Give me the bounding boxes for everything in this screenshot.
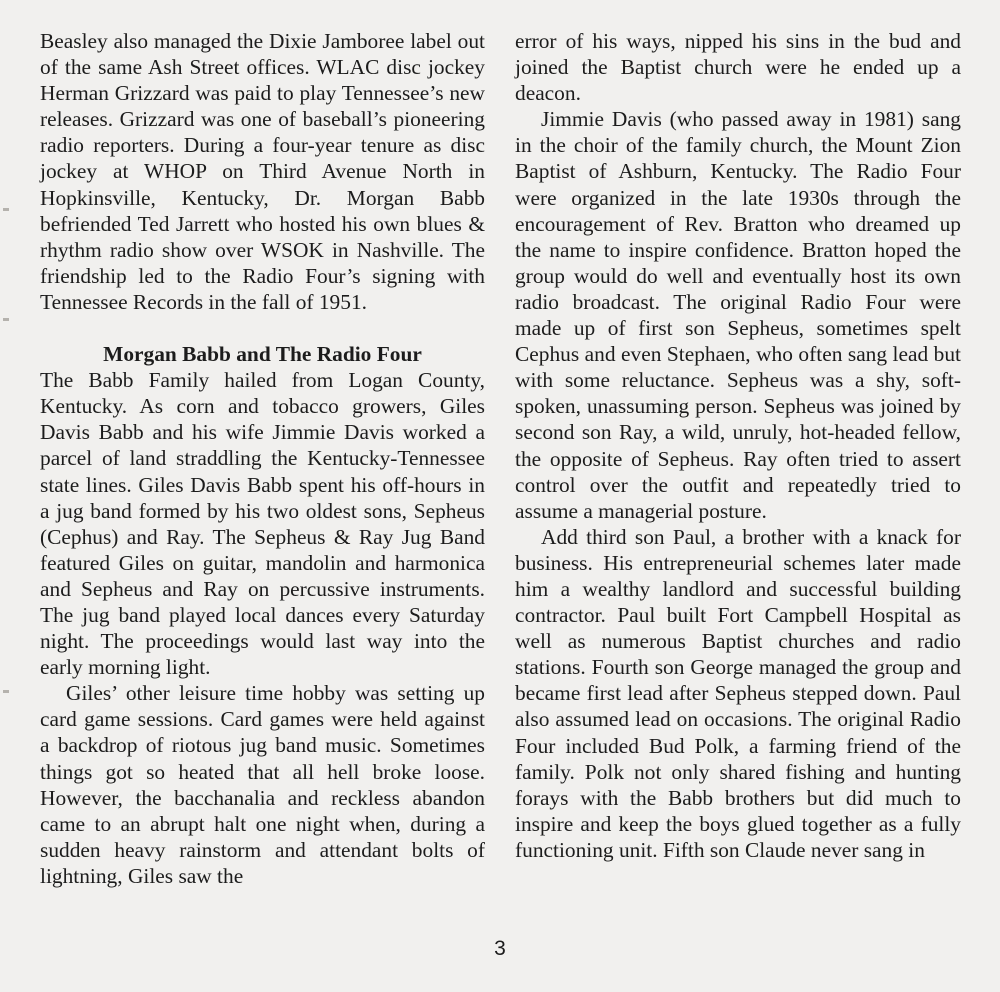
paragraph: error of his ways, nipped his sins in the bud and joined the Baptist church were he ended up a deacon. (515, 29, 961, 106)
paragraph: Jimmie Davis (who passed away in 1981) sang in the choir of the family church, the Mount Zion Baptist of Ashburn, Kentucky. The Radio Four were organized in the late 1930s through the encouragement of Rev. Bratton who dreamed up the name to inspire confidence. Bratton hoped the group would do well and eventually host its own radio broadcast. The original Radio Four were made up of first son Sepheus, sometimes spelt Cephus and even Stephaen, who often sang lead but with some reluctance. Sepheus was a shy, soft-spoken, unassuming person. Sepheus was joined by second son Ray, a wild, unruly, hot-headed fellow, the opposite of Sepheus. Ray often tried to assert control over the outfit and repeatedly tried to assume a managerial posture. (515, 107, 961, 523)
scan-mark (3, 318, 9, 321)
paragraph: Add third son Paul, a brother with a knack for business. His entrepreneurial schemes later made him a wealthy landlord and successful building contractor. Paul built Fort Campbell Hospital as well as numerous Baptist churches and radio stations. Fourth son George managed the group and became first lead after Sepheus stepped down. Paul also assumed lead on occasions. The original Radio Four included Bud Polk, a farming friend of the family. Polk not only shared fishing and hunting forays with the Babb brothers but did much to inspire and keep the boys glued together as a fully functioning unit. Fifth son Claude never sang in (515, 524, 961, 862)
left-text-column (40, 28, 485, 889)
right-text-column (515, 28, 961, 863)
scan-mark (3, 208, 9, 211)
paragraph: The Babb Family hailed from Logan County, Kentucky. As corn and tobacco growers, Giles Davis Babb and his wife Jimmie Davis worked a parcel of land straddling the Kentucky-Tennessee state lines. Giles Davis Babb spent his off-hours in a jug band formed by his two oldest sons, Sepheus (Cephus) and Ray. The Sepheus & Ray Jug Band featured Giles on guitar, mandolin and harmonica and Sepheus and Ray on percussive instruments. The jug band played local dances every Saturday night. The proceedings would last way into the early morning light. (40, 368, 485, 680)
page-number: 3 (494, 937, 506, 960)
section-heading: Morgan Babb and The Radio Four (103, 342, 422, 367)
scan-mark (3, 690, 9, 693)
paragraph: Beasley also managed the Dixie Jamboree label out of the same Ash Street offices. WLAC disc jockey Herman Grizzard was paid to play Tennessee’s new releases. Grizzard was one of baseball’s pioneering radio reporters. During a four-year tenure as disc jockey at WHOP on Third Avenue North in Hopkinsville, Kentucky, Dr. Morgan Babb befriended Ted Jarrett who hosted his own blues & rhythm radio show over WSOK in Nashville. The friendship led to the Radio Four’s signing with Tennessee Records in the fall of 1951. (40, 29, 485, 314)
paragraph: Giles’ other leisure time hobby was setting up card game sessions. Card games were held against a backdrop of riotous jug band music. Sometimes things got so heated that all hell broke loose. However, the bacchanalia and reckless abandon came to an abrupt halt one night when, during a sudden heavy rainstorm and attendant bolts of lightning, Giles saw the (40, 681, 485, 888)
